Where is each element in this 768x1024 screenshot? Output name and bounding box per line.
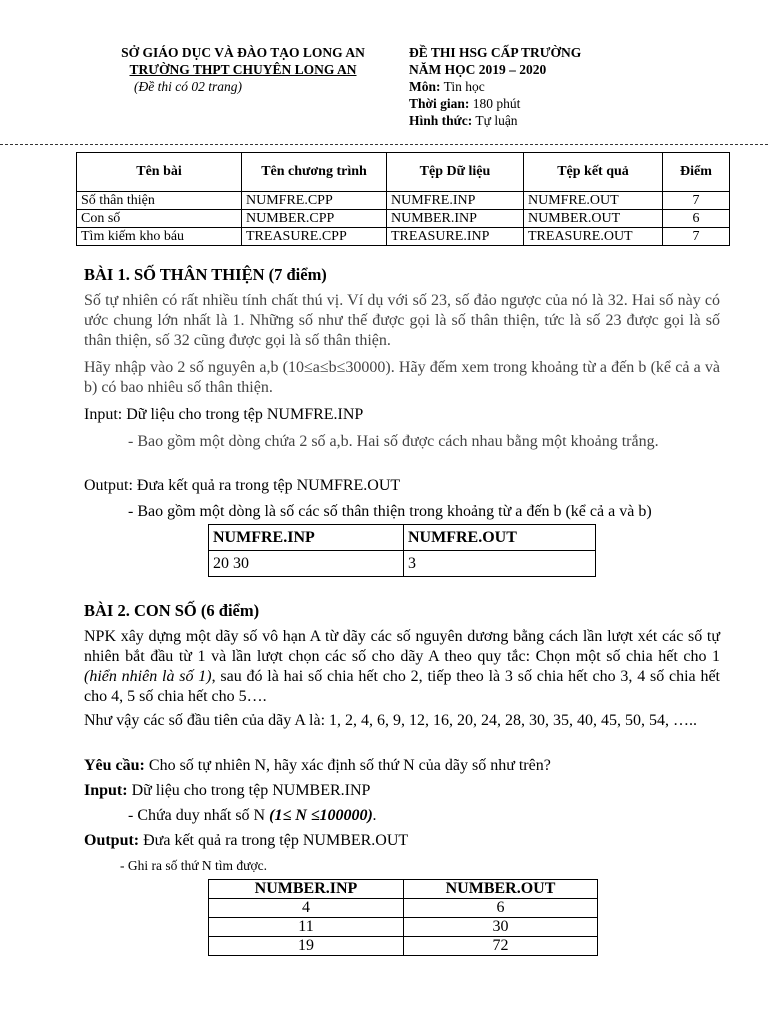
table-cell: 30 xyxy=(404,918,598,937)
input-text: Dữ liệu cho trong tệp NUMBER.INP xyxy=(127,782,371,799)
table-row xyxy=(209,899,598,918)
table-row xyxy=(209,918,598,937)
table-header: NUMBER.INP xyxy=(209,880,404,899)
problem2-requirement xyxy=(84,756,720,776)
table-row xyxy=(77,192,730,210)
table-cell: NUMBER.OUT xyxy=(524,210,663,228)
paragraph-italic-text: (hiển nhiên là số 1) xyxy=(84,668,212,685)
time-value: 180 phút xyxy=(469,96,521,111)
table-cell: 19 xyxy=(209,937,404,956)
table-cell: TREASURE.OUT xyxy=(524,228,663,246)
input-label: Input: xyxy=(84,782,128,799)
table-cell: NUMFRE.INP xyxy=(387,192,524,210)
table-row xyxy=(209,937,598,956)
table-cell: 4 xyxy=(209,899,404,918)
problem-summary-table xyxy=(76,152,730,246)
paragraph-text: , sau đó là hai số chia hết cho 2, tiếp theo là 3 số chia hết cho 3, 4 số chia hết cho 4, 5 số chia hết cho 5…. xyxy=(84,668,720,705)
school-name: TRƯỜNG THPT CHUYÊN LONG AN xyxy=(129,62,357,77)
form-value: Tự luận xyxy=(472,113,518,128)
table-header: Tệp Dữ liệu xyxy=(387,153,524,192)
table-cell: NUMBER.CPP xyxy=(242,210,387,228)
table-cell: Con số xyxy=(77,210,242,228)
table-cell: 20 30 xyxy=(209,551,404,577)
table-cell: 72 xyxy=(404,937,598,956)
school-year: NĂM HỌC 2019 – 2020 xyxy=(409,62,547,77)
problem1-input-detail: - Bao gồm một dòng chứa 2 số a,b. Hai số được cách nhau bằng một khoảng trắng. xyxy=(128,433,659,450)
table-header-row xyxy=(209,880,598,899)
problem1-paragraph1: Số tự nhiên có rất nhiều tính chất thú vị. Ví dụ với số 23, số đảo ngược của nó là 32. Hai số này có ước chung lớn nhất là 1. Những số như thế được gọi là số thân thiện, tức là số 23 được gọi là số thân thiện, số 32 cũng được gọi là số thân thiện. xyxy=(84,292,720,349)
table-header: Tên chương trình xyxy=(242,153,387,192)
problem2-input-detail xyxy=(128,806,720,826)
header-divider xyxy=(0,144,768,145)
table-row xyxy=(209,551,596,577)
time-line xyxy=(409,95,520,112)
form-label: Hình thức: xyxy=(409,113,473,128)
subject-value: Tin học xyxy=(440,79,485,94)
form-line xyxy=(409,112,518,129)
table-cell: 6 xyxy=(663,210,730,228)
table-header: NUMFRE.OUT xyxy=(404,525,596,551)
requirement-text: Cho số tự nhiên N, hãy xác định số thứ N của dãy số như trên? xyxy=(144,757,551,774)
table-header: NUMBER.OUT xyxy=(404,880,598,899)
table-header: Điểm xyxy=(663,153,730,192)
problem2-output-line xyxy=(84,831,720,851)
table-header: Tên bài xyxy=(77,153,242,192)
subject-label: Môn: xyxy=(409,79,441,94)
problem1-paragraph2: Hãy nhập vào 2 số nguyên a,b (10≤a≤b≤30000). Hãy đếm xem trong khoảng từ a đến b (kể cả a và b) có bao nhiêu số thân thiện. xyxy=(84,359,720,396)
table-header-row xyxy=(209,525,596,551)
table-cell: 7 xyxy=(663,192,730,210)
problem2-title: BÀI 2. CON SỐ (6 điểm) xyxy=(84,601,260,620)
table-header: Tệp kết quả xyxy=(524,153,663,192)
table-header: NUMFRE.INP xyxy=(209,525,404,551)
paragraph-text: NPK xây dựng một dãy số vô hạn A từ dãy các số nguyên dương bằng cách lần lượt xét các số tự nhiên bắt đầu từ 1 và lần lượt chọn các số cho dãy A theo quy tắc: Chọn một số chia hết cho 1 xyxy=(84,628,720,665)
problem2-output-detail: - Ghi ra số thứ N tìm được. xyxy=(120,858,268,873)
problem2-input-line xyxy=(84,781,720,801)
table-cell: 3 xyxy=(404,551,596,577)
table-header-row xyxy=(77,153,730,192)
problem1-output-detail: - Bao gồm một dòng là số các số thân thiện trong khoảng từ a đến b (kể cả a và b) xyxy=(128,503,652,520)
output-label: Output: xyxy=(84,832,140,849)
table-cell: TREASURE.INP xyxy=(387,228,524,246)
table-cell: 7 xyxy=(663,228,730,246)
department-name: SỞ GIÁO DỤC VÀ ĐÀO TẠO LONG AN xyxy=(121,45,365,60)
problem1-input-line: Input: Dữ liệu cho trong tệp NUMFRE.INP xyxy=(84,406,364,423)
table-cell: TREASURE.CPP xyxy=(242,228,387,246)
table-cell: NUMFRE.CPP xyxy=(242,192,387,210)
table-row xyxy=(77,228,730,246)
detail-punct: . xyxy=(372,807,377,824)
table-cell: Tìm kiếm kho báu xyxy=(77,228,242,246)
problem1-output-line: Output: Đưa kết quả ra trong tệp NUMFRE.OUT xyxy=(84,477,401,494)
time-label: Thời gian: xyxy=(409,96,470,111)
detail-text: - Chứa duy nhất số N xyxy=(128,807,270,824)
problem2-example-table xyxy=(208,879,598,956)
table-cell: 6 xyxy=(404,899,598,918)
problem1-title: BÀI 1. SỐ THÂN THIỆN (7 điểm) xyxy=(84,265,327,284)
exam-title: ĐỀ THI HSG CẤP TRƯỜNG xyxy=(409,45,582,60)
subject-line xyxy=(409,78,485,95)
page-count-note: (Đề thi có 02 trang) xyxy=(134,79,242,94)
table-cell: 11 xyxy=(209,918,404,937)
problem2-paragraph2: Như vậy các số đầu tiên của dãy A là: 1, 2, 4, 6, 9, 12, 16, 20, 24, 28, 30, 35, 40, 45, 50, 54, ….. xyxy=(84,712,698,729)
table-cell: Số thân thiện xyxy=(77,192,242,210)
requirement-label: Yêu cầu: xyxy=(84,757,145,774)
table-cell: NUMFRE.OUT xyxy=(524,192,663,210)
problem1-example-table xyxy=(208,524,596,577)
table-row xyxy=(77,210,730,228)
problem2-paragraph1 xyxy=(84,627,720,707)
table-cell: NUMBER.INP xyxy=(387,210,524,228)
constraint-text: (1≤ N ≤100000) xyxy=(269,807,373,824)
output-text: Đưa kết quả ra trong tệp NUMBER.OUT xyxy=(139,832,409,849)
